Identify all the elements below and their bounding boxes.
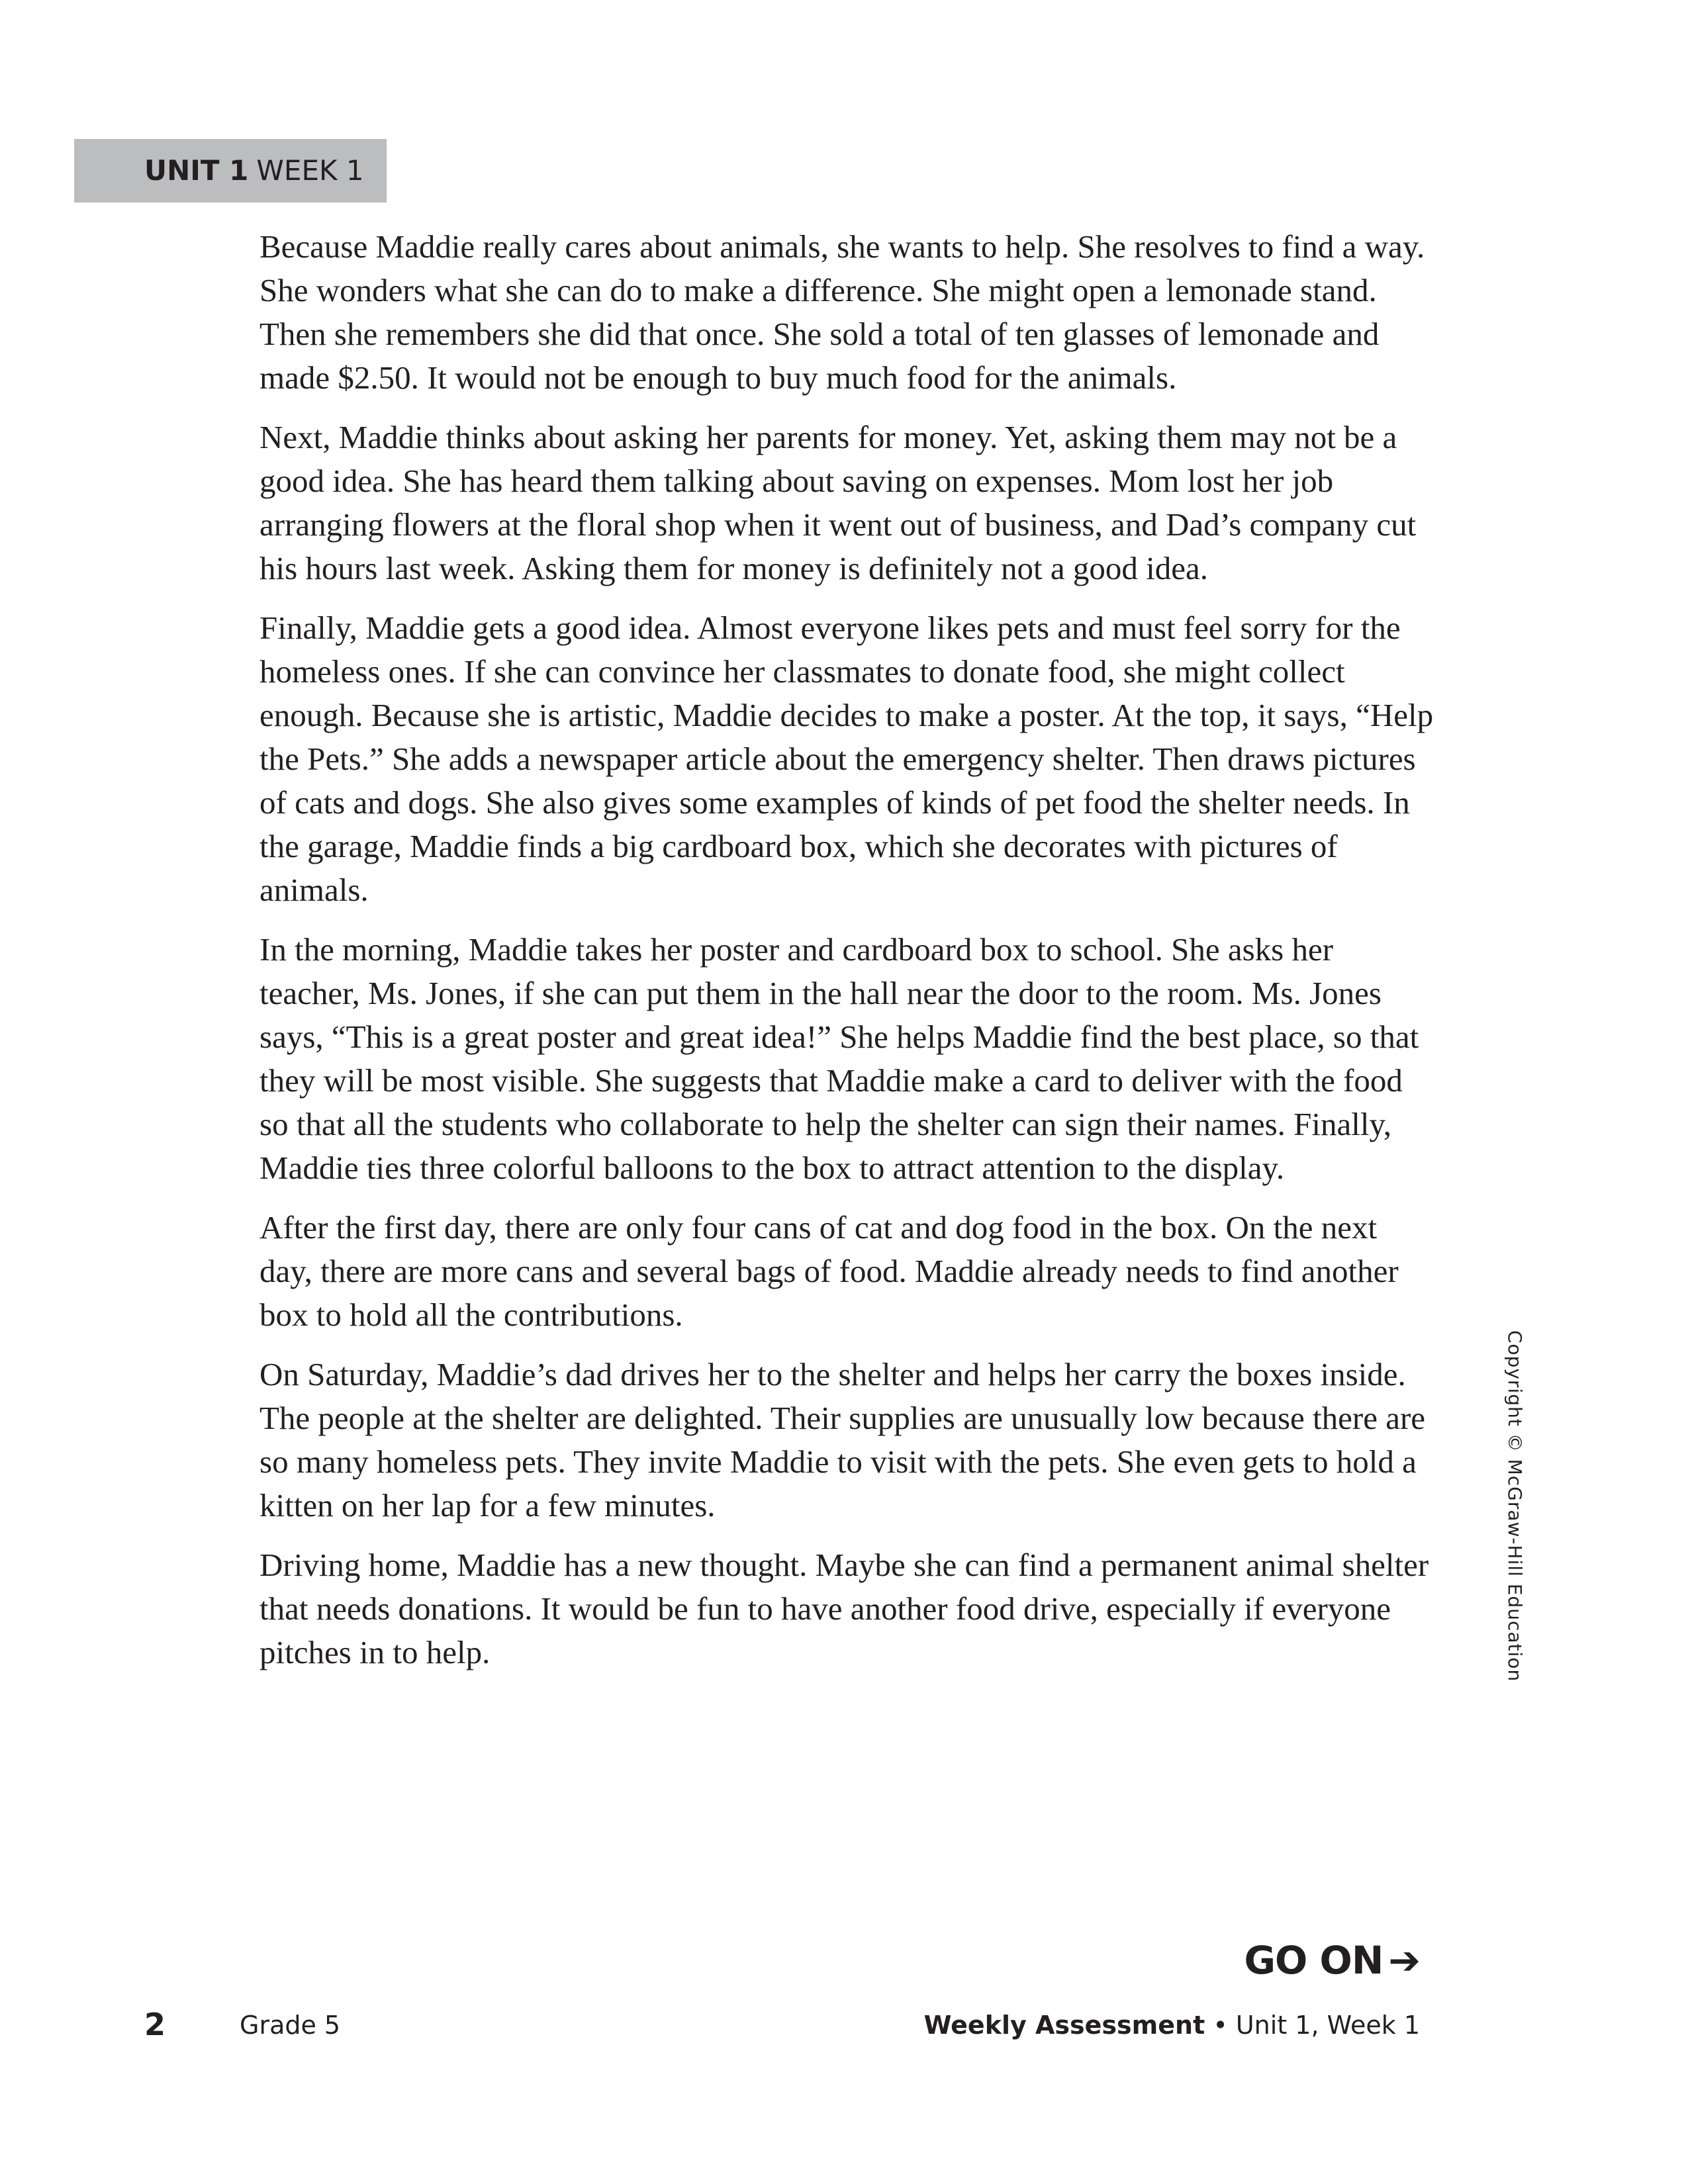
story-paragraph: Finally, Maddie gets a good idea. Almost everyone likes pets and must feel sorry for the homeless ones. If she can convince her classmates to donate food, she might collect enough. Because she is artistic, Maddie decides to make a poster. At the top, it says, “Help the Pets.” She adds a newspaper article about the emergency shelter. Then draws pictures of cats and dogs. She also gives some examples of kinds of pet food the shelter needs. In the garage, Maddie finds a big cardboard box, which she decorates with pictures of animals. [259, 610, 1434, 908]
story-paragraph: Because Maddie really cares about animals, she wants to help. She resolves to find a way. She wonders what she can do to make a difference. She might open a lemonade stand. Then she remembers she did that once. She sold a total of ten glasses of lemonade and made $2.50. It would not be enough to buy much food for the animals. [259, 228, 1425, 396]
copyright-notice: Copyright © McGraw-Hill Education [1504, 1330, 1526, 1682]
assessment-label: Weekly Assessment [923, 2011, 1205, 2040]
story-paragraph: On Saturday, Maddie’s dad drives her to the shelter and helps her carry the boxes inside. The people at the shelter are delighted. Their supplies are unusually low because there are so many homeless pets. They invite Maddie to visit with the pets. She even gets to hold a kitten on her lap for a few minutes. [259, 1356, 1426, 1524]
story-paragraph: After the first day, there are only four cans of cat and dog food in the box. On the next day, there are more cans and several bags of food. Maddie already needs to find another box to hold all the contributions. [259, 1209, 1399, 1333]
week-label: WEEK 1 [256, 154, 364, 187]
grade-label: Grade 5 [240, 2011, 341, 2040]
unit-label: UNIT 1 [144, 154, 249, 187]
page-number: 2 [144, 2007, 166, 2042]
footer-separator: • [1213, 2011, 1228, 2040]
story-paragraph: In the morning, Maddie takes her poster and cardboard box to school. She asks her teacher, Ms. Jones, if she can put them in the hall near the door to the room. Ms. Jones says, “This is a great poster and great idea!” She helps Maddie find the best place, so that they will be most visible. She suggests that Maddie make a card to deliver with the food so that all the students who collaborate to help the shelter can sign their names. Finally, Maddie ties three colorful balloons to the box to attract attention to the display. [259, 931, 1419, 1186]
go-on-prompt [1244, 1938, 1420, 1983]
story-passage [259, 225, 1438, 1690]
story-paragraph: Driving home, Maddie has a new thought. Maybe she can find a permanent animal shelter that needs donations. It would be fun to have another food drive, especially if everyone pitches in to help. [259, 1547, 1429, 1670]
unit-week-label: Unit 1, Week 1 [1235, 2011, 1420, 2040]
assessment-footer [924, 2011, 1420, 2040]
go-on-label: GO ON [1244, 1938, 1383, 1983]
story-paragraph: Next, Maddie thinks about asking her parents for money. Yet, asking them may not be a good idea. She has heard them talking about saving on expenses. Mom lost her job arranging flowers at the floral shop when it went out of business, and Dad’s company cut his hours last week. Asking them for money is definitely not a good idea. [259, 419, 1417, 586]
unit-week-tab [74, 139, 387, 203]
arrow-right-icon: ➔ [1388, 1938, 1420, 1983]
